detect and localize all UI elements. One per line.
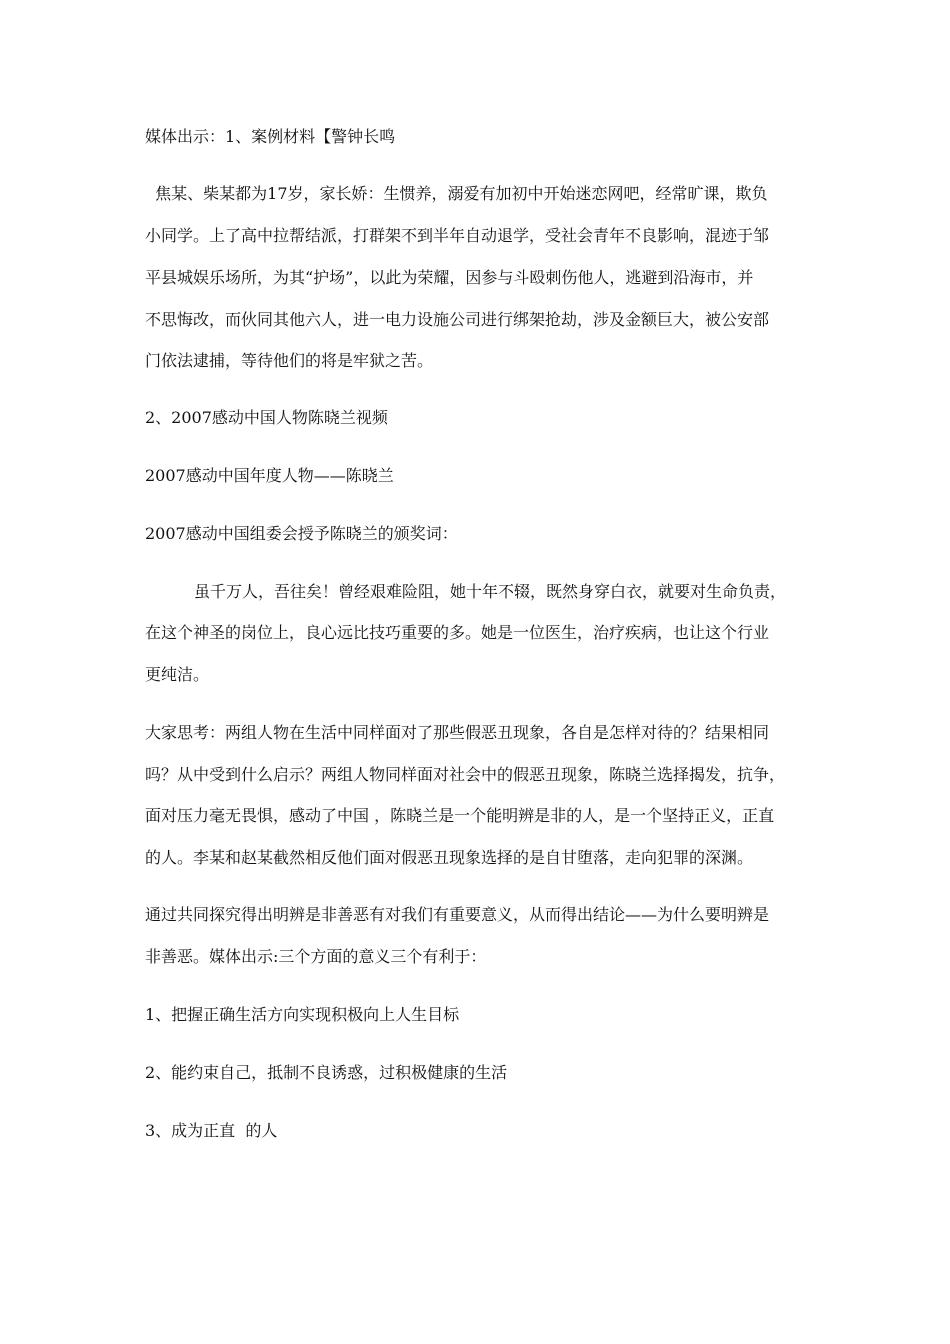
case-line-1: 焦某、柴某都为17岁，家长娇：生惯养，溺爱有加初中开始迷恋网吧，经常旷课，欺负 bbox=[145, 184, 768, 203]
list-item: 1、把握正确生活方向实现积极向上人生目标 bbox=[145, 1005, 460, 1024]
conclusion-line-2: 非善恶。媒体出示:三个方面的意义三个有利于： bbox=[145, 947, 487, 966]
list-item: 3、成为正直 的人 bbox=[145, 1121, 278, 1140]
think-line-3: 面对压力毫无畏惧，感动了中国 ，陈晓兰是一个能明辨是非的人，是一个坚持正义，正直 bbox=[145, 806, 775, 825]
conclusion-line-1: 通过共同探究得出明辨是非善恶有对我们有重要意义，从而得出结论——为什么要明辨是 bbox=[145, 905, 770, 924]
think-line-1: 大家思考：两组人物在生活中同样面对了那些假恶丑现象，各自是怎样对待的？结果相同 bbox=[145, 723, 770, 742]
item-video: 2、2007感动中国人物陈晓兰视频 bbox=[145, 408, 388, 427]
list-item: 2、能约束自己，抵制不良诱惑，过积极健康的生活 bbox=[145, 1063, 508, 1082]
case-line-4: 不思悔改，而伙同其他六人，进一电力设施公司进行绑架抢劫，涉及金额巨大，被公安部 bbox=[145, 310, 770, 329]
think-line-4: 的人。李某和赵某截然相反他们面对假恶丑现象选择的是自甘堕落，走向犯罪的深渊。 bbox=[145, 848, 754, 867]
award-line-3: 更纯洁。 bbox=[145, 665, 210, 684]
media-heading: 媒体出示：1、案例材料【警钟长鸣 bbox=[145, 127, 396, 146]
think-line-2: 吗？从中受到什么启示？两组人物同样面对社会中的假恶丑现象，陈晓兰选择揭发，抗争， bbox=[145, 765, 786, 784]
case-line-3: 平县城娱乐场所，为其“护场”，以此为荣耀，因参与斗殴刺伤他人，逃避到沿海市，并 bbox=[145, 268, 754, 287]
case-line-5: 门依法逮捕，等待他们的将是牢狱之苦。 bbox=[145, 351, 434, 370]
case-line-2: 小同学。上了高中拉帮结派，打群架不到半年自动退学，受社会青年不良影响，混迹于邹 bbox=[145, 226, 770, 245]
award-title: 2007感动中国组委会授予陈晓兰的颁奖词： bbox=[145, 524, 458, 543]
award-line-2: 在这个神圣的岗位上，良心远比技巧重要的多。她是一位医生，治疗疾病，也让这个行业 bbox=[145, 623, 770, 642]
award-line-1: 虽千万人，吾往矣！曾经艰难险阻，她十年不辍，既然身穿白衣，就要对生命负责， bbox=[194, 582, 787, 601]
annual-person: 2007感动中国年度人物——陈晓兰 bbox=[145, 466, 394, 485]
